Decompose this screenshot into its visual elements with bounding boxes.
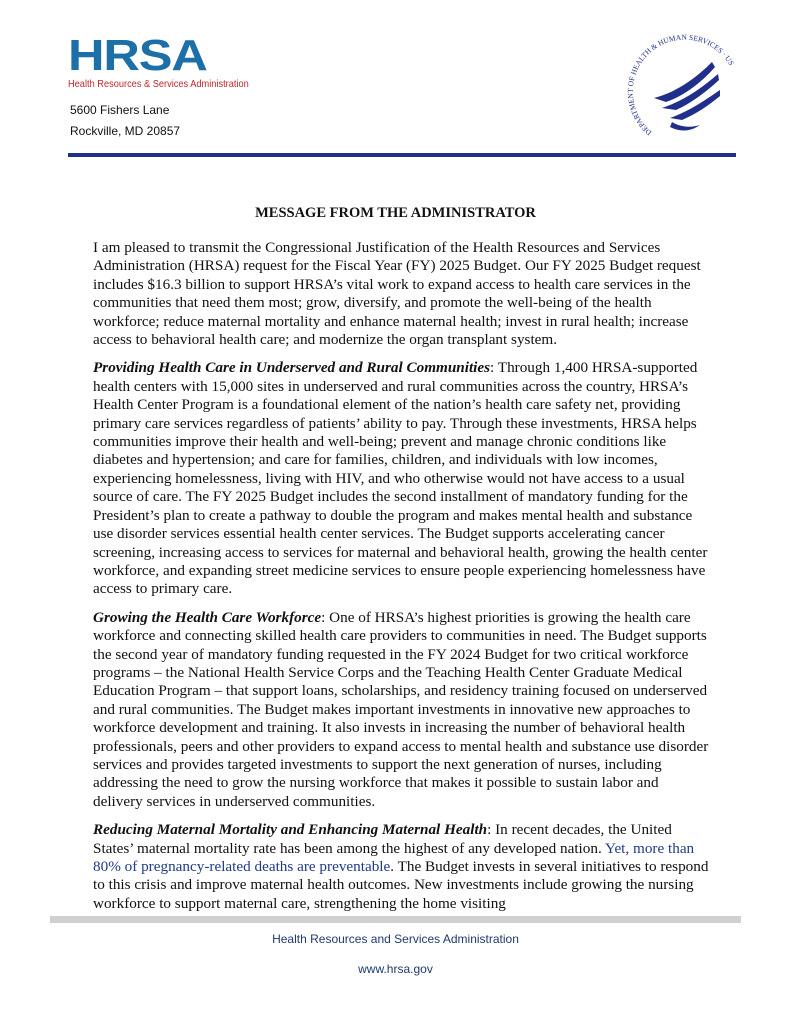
logo-subtitle: Health Resources & Services Administration (68, 78, 249, 90)
paragraph-text: : Through 1,400 HRSA-supported health centers with 15,000 sites in underserved and rural communities across the country, HRSA’s Health Center Program is a foundational element of the nation’s health care safety net, providing primary care services regardless of patients’ ability to pay. Through these investments, HRSA helps communities improve their health and well-being; prevent and manage chronic conditions like diabetes and hypertension; and care for families, children, and individuals with low incomes, experiencing homelessness, living with HIV, and who otherwise would not have access to a usual source of care. The FY 2025 Budget includes the second installment of mandatory funding for the President’s plan to create a pathway to double the program and makes mental health and substance use disorder services essential health center services. The Budget supports accelerating cancer screening, increasing access to services for maternal and behavioral health, growing the health center workforce, and expanding street medicine services to ensure people experiencing homelessness have access to primary care. (93, 359, 708, 598)
paragraph-text-continued: . The Budget invests in several initiatives to respond to this crisis and improve maternal health outcomes. New investments include growing the nursing workforce to support maternal care, strengthening the home visiting (93, 858, 709, 912)
hhs-seal-icon (609, 21, 742, 143)
page-title: MESSAGE FROM THE ADMINISTRATOR (255, 205, 536, 221)
logo-text: HRSA (68, 31, 207, 80)
paragraph-heading: Providing Health Care in Underserved and Rural Communities (93, 359, 491, 377)
eagle-icon (654, 62, 720, 131)
paragraph-maternal-health (93, 821, 711, 913)
preventable-deaths-link[interactable]: Yet, more than 80% of pregnancy-related deaths are preventable (93, 839, 695, 875)
address-line2: Rockville, MD 20857 (70, 124, 181, 138)
paragraph-text: : In recent decades, the United States’ maternal mortality rate has been among the highest of any developed nation. (93, 821, 672, 857)
address (70, 100, 180, 142)
paragraph-heading: Growing the Health Care Workforce (93, 608, 322, 626)
paragraph-heading: Reducing Maternal Mortality and Enhancing Maternal Health (93, 821, 488, 839)
paragraph-text: I am pleased to transmit the Congressional Justification of the Health Resources and Services Administration (HRSA) request for the Fiscal Year (FY) 2025 Budget. Our FY 2025 Budget request includes $16.3 billion to support HRSA’s vital work to expand access to health care services in the communities that need them most; grow, diversify, and promote the well-being of the health workforce; reduce maternal mortality and enhance maternal health; invest in rural health; increase access to behavioral health care; and modernize the organ transplant system. (93, 239, 701, 349)
footer-bar (50, 916, 741, 923)
paragraph-intro (93, 239, 711, 349)
address-line1: 5600 Fishers Lane (70, 103, 170, 117)
paragraph-text: : One of HRSA’s highest priorities is growing the health care workforce and connecting skilled health care providers to communities in need. The Budget supports the second year of mandatory funding requested in the FY 2024 Budget for two critical workforce programs – the National Health Service Corps and the Teaching Health Center Graduate Medical Education Program – that support loans, scholarships, and residency training focused on underserved and rural communities. The Budget makes important investments in innovative new approaches to workforce development and training. It also invests in increasing the number of behavioral health professionals, peers and other providers to expand access to mental health and substance use disorder services and provides targeted investments to support the next generation of nurses, including addressing the need to grow the nursing workforce that makes it possible to sustain labor and delivery services in underserved communities. (93, 608, 709, 810)
footer-org: Health Resources and Services Administration (272, 932, 519, 946)
footer-url-link[interactable]: www.hrsa.gov (358, 962, 433, 976)
seal-text: DEPARTMENT OF HEALTH & HUMAN SERVICES · USA (609, 21, 737, 138)
paragraph-health-care (93, 359, 711, 598)
hrsa-logo (68, 31, 273, 90)
paragraph-workforce (93, 609, 711, 811)
letter-body (93, 239, 711, 923)
header-rule (68, 153, 736, 157)
